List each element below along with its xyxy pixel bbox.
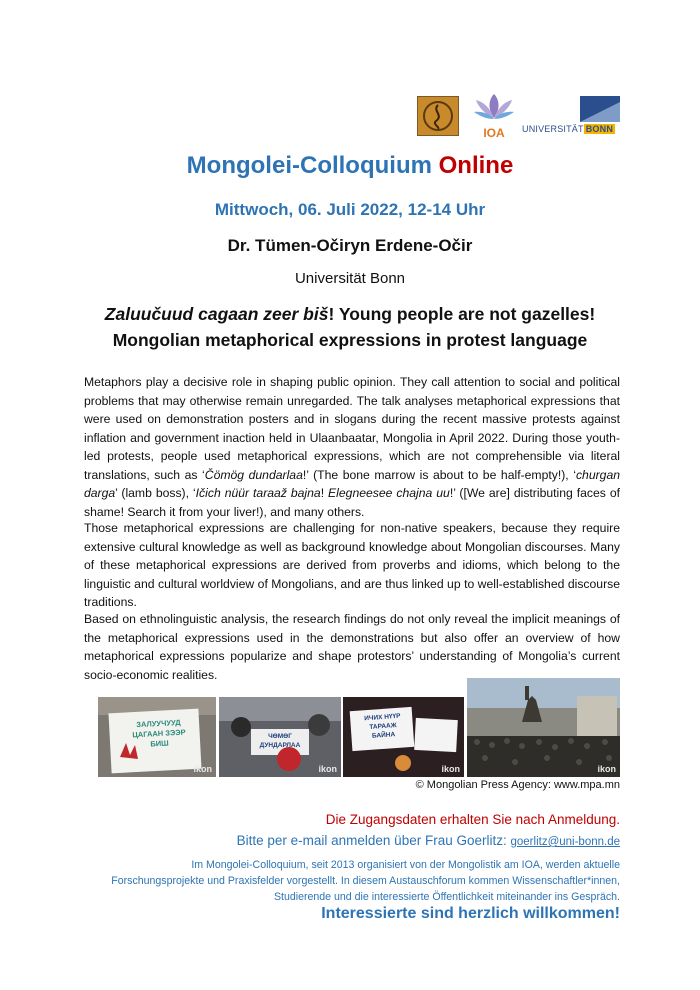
university-bonn-logo bbox=[520, 96, 620, 136]
speaker-affiliation: Universität Bonn bbox=[294, 270, 406, 287]
ikon-watermark: ikon bbox=[318, 764, 337, 774]
sign2-line-2: ДУНДАРЛАА bbox=[259, 742, 301, 749]
registration-instructions bbox=[140, 833, 620, 848]
ikon-watermark: ikon bbox=[441, 764, 460, 774]
info-line-2: Forschungsprojekte und Praxisfelder vorgestellt. In diesem Austauschforum kommen Wissenschaftler*innen, bbox=[111, 875, 620, 887]
talk-title-italic: Zaluučuud cagaan zeer biš bbox=[104, 304, 329, 324]
p1-italic-4: Elegneesee chajna uu bbox=[328, 486, 450, 500]
talk-subtitle: Mongolian metaphorical expressions in protest language bbox=[112, 330, 588, 350]
protest-photo-1 bbox=[98, 697, 216, 777]
p1-text-c: ’ (lamb boss), ‘ bbox=[115, 486, 196, 500]
bonn-emblem-icon bbox=[520, 96, 620, 122]
title-online: Online bbox=[438, 152, 514, 179]
info-line-3: Studierende und die interessierte Öffentlichkeit miteinander ins Gespräch. bbox=[273, 891, 620, 903]
abstract-paragraph-2: Those metaphorical expressions are challenging for non-native speakers, because they require extensive cultural knowledge as well as background knowledge about Mongolian discourses. Many of these metaphorical expressions are derived from proverbs and idioms, which belong to the linguistic and cultural worldview of Mongolians, and are thus linked up to well-established discourse traditions. bbox=[84, 521, 620, 609]
sign1-line-3: БИШ bbox=[150, 738, 169, 749]
protest-photo-2 bbox=[219, 697, 341, 777]
uni-text-bonn: BONN bbox=[585, 124, 614, 134]
p1-text-d: ! bbox=[320, 486, 329, 500]
sign1-line-1: ЗАЛУУЧУУД bbox=[136, 717, 181, 730]
p1-italic-2: churgan darga bbox=[84, 467, 620, 500]
welcome-message: Interessierte sind herzlich willkommen! bbox=[321, 905, 620, 922]
mongol-script-icon bbox=[418, 97, 458, 135]
ioa-logo-text: IOA bbox=[483, 126, 505, 140]
page-title bbox=[0, 152, 700, 180]
photo-credit: © Mongolian Press Agency: www.mpa.mn bbox=[415, 779, 620, 791]
sign3-line-2: ТАРААЖ bbox=[369, 722, 397, 731]
abstract-paragraph-1 bbox=[84, 373, 620, 521]
sign2-line-1: ЧӨМӨГ bbox=[268, 733, 292, 740]
p1-italic-3: Ičich nüür taraaž bajna bbox=[195, 486, 321, 500]
abstract-paragraph-3: Based on ethnolinguistic analysis, the research findings do not only reveal the implicit meanings of the metaphorical expressions used in the demonstrations but also offer an overview of how metaphorical expressions popularize and shape protestors’ understanding of Mongolia’s current socio-economic realities. bbox=[84, 612, 620, 682]
colloquium-info bbox=[84, 857, 620, 905]
sign1-line-2: ЦАГААН ЗЭЭР bbox=[132, 727, 186, 740]
p1-text-a: Metaphors play a decisive role in shaping public opinion. They call attention to social and political problems that may otherwise remain unregarded. The talk analyses metaphorical expressions that were used on demonstration posters and in slogans during the recent massive protests against inflation and government inaction held in Ulaanbaatar, Mongolia in April 2022. During those youth-led protests, people used metaphorical expressions, which are not comprehensible via literal translations, such as ‘ bbox=[84, 375, 620, 482]
protest-photo-3 bbox=[343, 697, 464, 777]
ioa-logo bbox=[472, 92, 516, 140]
registration-note: Die Zugangsdaten erhalten Sie nach Anmeldung. bbox=[325, 812, 620, 827]
uni-text-universitat: UNIVERSITÄT bbox=[522, 124, 584, 134]
info-line-1: Im Mongolei-Colloquium, seit 2013 organisiert von der Mongolistik am IOA, werden aktuelle bbox=[191, 859, 620, 871]
speaker-name: Dr. Tümen-Očiryn Erdene-Očir bbox=[227, 236, 473, 255]
email-link[interactable]: goerlitz@uni-bonn.de bbox=[510, 836, 620, 848]
register-text: Bitte per e-mail anmelden über Frau Goerlitz: bbox=[236, 833, 507, 848]
p1-italic-1: Čömög dundarlaa bbox=[204, 467, 303, 482]
lotus-icon bbox=[472, 92, 516, 122]
ikon-watermark: ikon bbox=[193, 764, 212, 774]
mongolistik-logo bbox=[417, 96, 459, 136]
p1-text-b: !’ (The bone marrow is about to be half-empty!), ‘ bbox=[302, 467, 576, 482]
event-date: Mittwoch, 06. Juli 2022, 12-14 Uhr bbox=[214, 200, 486, 219]
ikon-watermark: ikon bbox=[597, 764, 616, 774]
p1-text-e: !’ ([We are] distributing faces of shame! Search it from your liver!), and many others. bbox=[84, 486, 620, 519]
sign3-line-1: ИЧИХ НҮҮР bbox=[364, 712, 401, 723]
talk-title bbox=[0, 304, 700, 325]
sign3-line-3: БАЙНА bbox=[371, 731, 396, 740]
protest-photo-4-square bbox=[467, 678, 620, 777]
title-main: Mongolei-Colloquium bbox=[186, 152, 432, 179]
talk-title-rest: ! Young people are not gazelles! bbox=[328, 304, 596, 324]
